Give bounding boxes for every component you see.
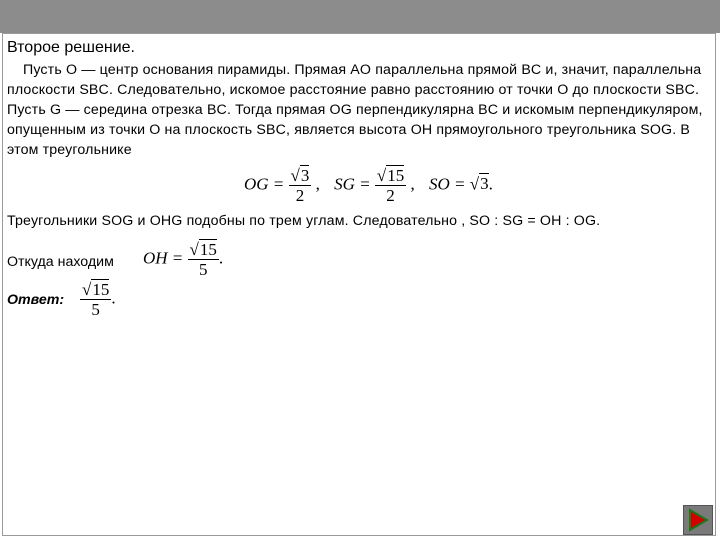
sg-denominator: 2: [386, 186, 395, 205]
answer-radicand: 15: [92, 280, 110, 299]
next-slide-button[interactable]: [683, 505, 713, 535]
next-arrow-icon: [684, 506, 712, 534]
answer-end: .: [111, 288, 116, 308]
og-fraction: [289, 166, 312, 205]
sqrt-icon: √: [82, 280, 92, 299]
formula-end: .: [488, 174, 493, 194]
paragraph-text: Пусть O — центр основания пирамиды. Прямая AO параллельна прямой BC и, значит, параллельна плоскости SBC. Следовательно, искомое расстояние равно расстоянию от точки O до плоскости SBC. Пусть G — середина отрезка BC. Тогда прямая OG перпендикулярна BC и искомым перпендикуляром, опущенным из точки O на плоскость SBC, является высота OH прямоугольного треугольника SOG. В этом треугольнике: [7, 62, 703, 158]
oh-end: .: [218, 248, 224, 268]
answer-label: Ответ:: [7, 292, 65, 308]
sg-fraction: [375, 166, 406, 205]
og-radicand: 3: [300, 166, 310, 185]
sqrt-icon: √: [469, 174, 480, 194]
answer-denominator: 5: [91, 300, 100, 319]
separator: ,: [315, 174, 320, 194]
oh-lhs: OH =: [143, 248, 184, 268]
answer-formula: [80, 280, 116, 319]
so-lhs: SO =: [428, 174, 466, 194]
sqrt-icon: √: [189, 240, 199, 259]
find-line: Откуда находим: [7, 254, 114, 270]
triangle-formula: [244, 166, 493, 205]
so-radicand: 3: [480, 174, 489, 194]
oh-fraction: [188, 240, 219, 279]
sqrt-icon: √: [376, 166, 387, 185]
sg-radicand: 15: [387, 166, 405, 185]
answer-fraction: [80, 280, 111, 319]
sqrt-icon: √: [290, 166, 300, 185]
solution-paragraph: [7, 60, 713, 160]
page-title: Второе решение.: [7, 39, 135, 56]
separator: ,: [410, 174, 415, 194]
oh-denominator: 5: [198, 260, 208, 279]
og-lhs: OG =: [244, 174, 285, 194]
oh-radicand: 15: [199, 240, 217, 259]
og-denominator: 2: [295, 186, 305, 205]
oh-formula: [143, 240, 223, 279]
similarity-line: Треугольники SOG и OHG подобны по трем углам. Следовательно , SO : SG = OH : OG.: [7, 213, 601, 229]
sg-lhs: SG =: [334, 174, 371, 194]
top-bar: [0, 0, 720, 33]
